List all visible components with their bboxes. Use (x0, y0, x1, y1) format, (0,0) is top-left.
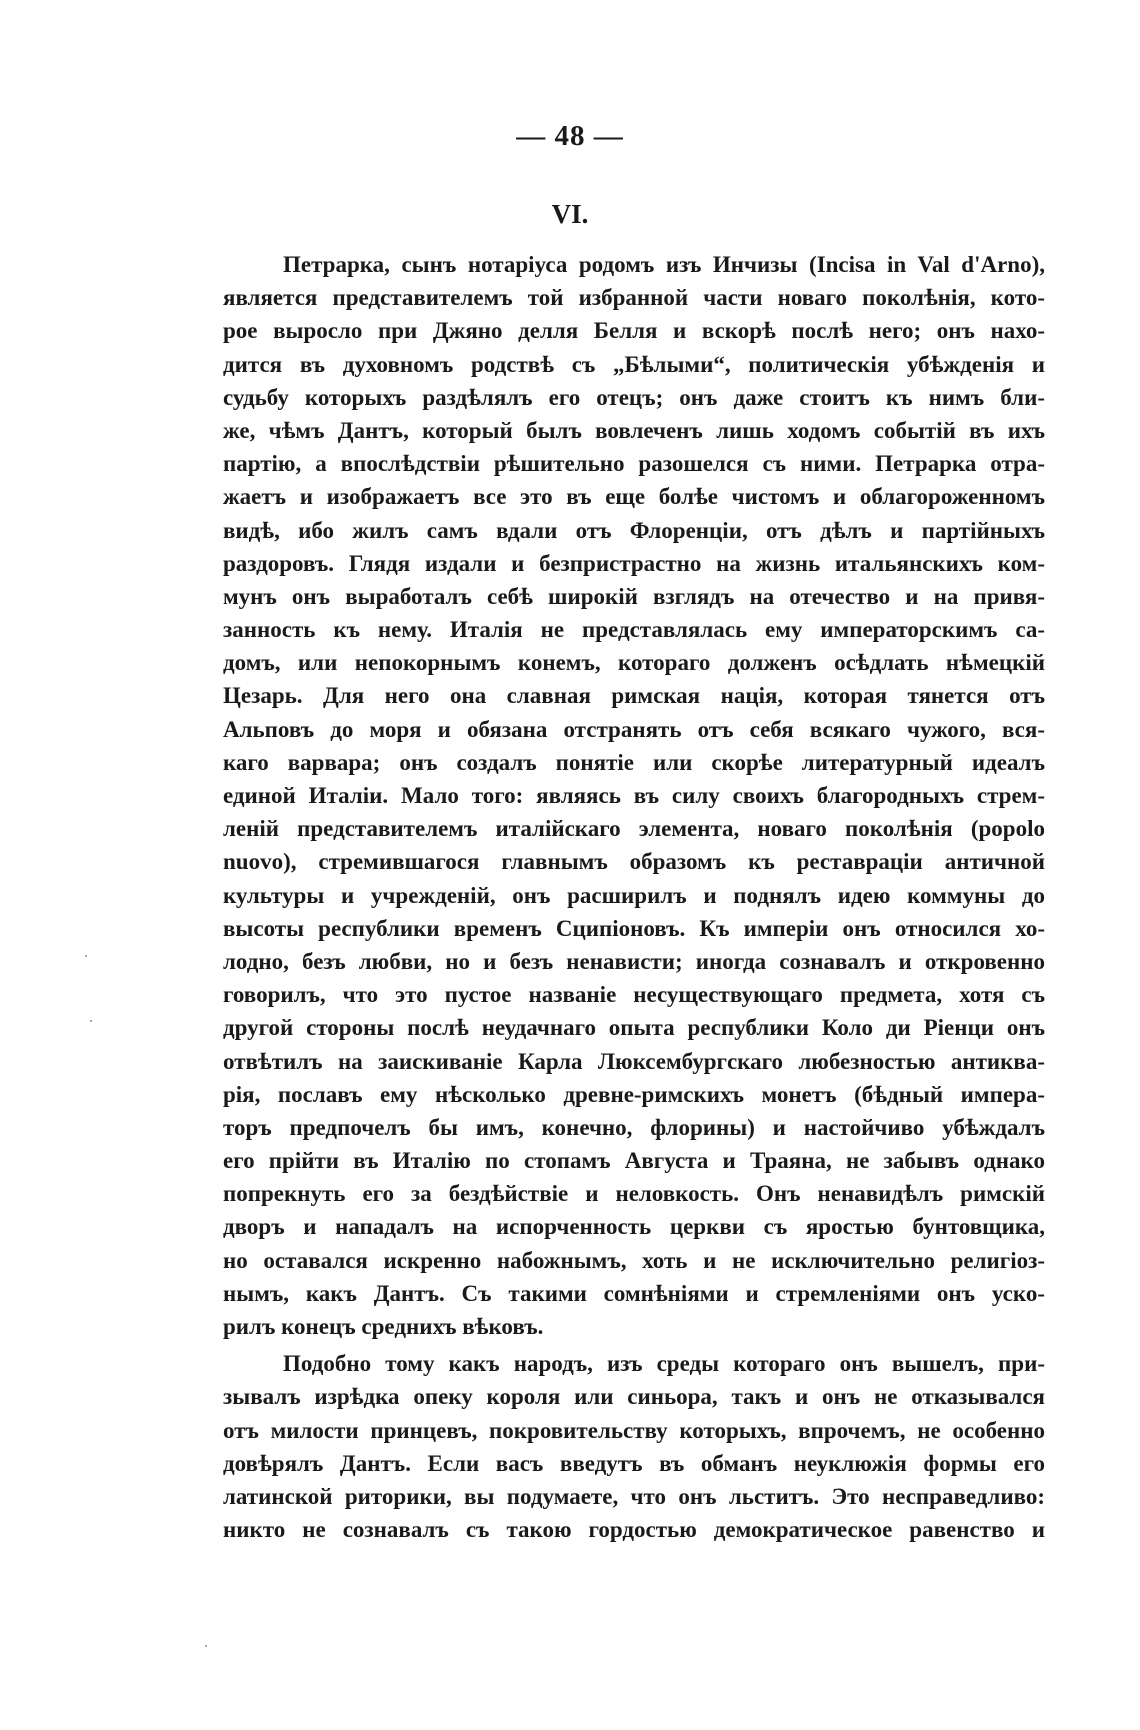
text-line: рилъ конецъ среднихъ вѣковъ. (223, 1314, 544, 1339)
text-line: рія, пославъ ему нѣсколько древне-римскихъ монетъ (бѣдный импера- (223, 1081, 1045, 1107)
text-line: его прійти въ Италію по стопамъ Августа и Траяна, не забывъ однако (223, 1148, 1045, 1174)
text-line: латинской риторики, вы подумаете, что онъ льститъ. Это несправедливо: (223, 1483, 1045, 1509)
text-line: нымъ, какъ Дантъ. Съ такими сомнѣніями и стремленіями онъ уско- (223, 1280, 1045, 1306)
text-line: nuovo), стремившагося главнымъ образомъ къ реставраціи античной (223, 849, 1045, 875)
text-line: леній представителемъ италійскаго элемента, новаго поколѣнія (popolo (223, 816, 1045, 842)
text-line: лодно, безъ любви, но и безъ ненависти; иногда сознавалъ и откровенно (223, 948, 1045, 974)
text-line: единой Италіи. Мало того: являясь въ силу своихъ благородныхъ стрем- (223, 783, 1045, 808)
text-line: культуры и учрежденій, онъ расширилъ и поднялъ идею коммуны до (223, 882, 1045, 908)
text-line: мунъ онъ выработалъ себѣ широкій взглядъ на отечество и на привя- (223, 583, 1045, 609)
text-line: домъ, или непокорнымъ конемъ, котораго долженъ осѣдлать нѣмецкій (223, 650, 1045, 676)
text-line: никто не сознавалъ съ такою гордостью демократическое равенство и (223, 1517, 1045, 1543)
text-line: попрекнуть его за бездѣйствіе и неловкость. Онъ ненавидѣлъ римскій (223, 1181, 1045, 1207)
text-line: довѣрялъ Дантъ. Если васъ введутъ въ обманъ неуклюжія формы его (223, 1450, 1045, 1476)
text-line: Цезарь. Для него она славная римская нація, которая тянется отъ (223, 683, 1045, 709)
text-line: является представителемъ той избранной части новаго поколѣнія, кото- (223, 285, 1045, 311)
text-line: Альповъ до моря и обязана отстранять отъ себя всякаго чужого, вся- (223, 716, 1045, 742)
paragraph-2 (223, 1347, 1045, 1546)
text-line: отвѣтилъ на заискиваніе Карла Люксембургскаго любезностью антиква- (223, 1048, 1045, 1074)
scan-speck (205, 1645, 207, 1647)
text-line: жаетъ и изображаетъ все это въ еще болѣе чистомъ и облагороженномъ (223, 484, 1045, 510)
text-line: дворъ и нападалъ на испорченность церкви съ яростью бунтовщика, (223, 1214, 1045, 1240)
paragraph-1 (223, 248, 1045, 1343)
text-line: дится въ духовномъ родствѣ съ „Бѣлыми“, политическія убѣжденія и (223, 351, 1045, 377)
page-number: — 48 — (516, 120, 624, 152)
text-line: Подобно тому какъ народъ, изъ среды котораго онъ вышелъ, при- (283, 1351, 1045, 1377)
text-line: торъ предпочелъ бы имъ, конечно, флорины) и настойчиво убѣждалъ (223, 1114, 1045, 1140)
text-line: каго варвара; онъ создалъ понятіе или скорѣе литературный идеалъ (223, 749, 1045, 775)
scan-speck (85, 955, 87, 957)
body-text (223, 248, 1045, 1546)
text-line: зывалъ изрѣдка опеку короля или синьора, такъ и онъ не отказывался (223, 1384, 1045, 1410)
chapter-heading: VI. (551, 199, 589, 229)
text-line: другой стороны послѣ неудачнаго опыта республики Коло ди Ріенци онъ (223, 1015, 1045, 1041)
text-line: же, чѣмъ Дантъ, который былъ вовлеченъ лишь ходомъ событій въ ихъ (223, 417, 1045, 443)
text-line: но оставался искренно набожнымъ, хоть и не исключительно религіоз- (223, 1247, 1045, 1273)
text-line: высоты республики временъ Сципіоновъ. Къ имперіи онъ относился хо- (223, 915, 1045, 941)
text-line: Петрарка, сынъ нотаріуса родомъ изъ Инчизы (Incisa in Val d'Arno), (283, 252, 1045, 277)
scan-speck (90, 1020, 92, 1022)
text-line: партію, а впослѣдствіи рѣшительно разошелся съ ними. Петрарка отра- (223, 451, 1045, 477)
text-line: рое выросло при Джяно делля Белля и вскорѣ послѣ него; онъ нахо- (223, 318, 1045, 344)
text-line: занность къ нему. Италія не представлялась ему императорскимъ са- (223, 617, 1045, 643)
text-line: раздоровъ. Глядя издали и безпристрастно на жизнь итальянскихъ ком- (223, 550, 1045, 576)
text-line: видѣ, ибо жилъ самъ вдали отъ Флоренціи, отъ дѣлъ и партійныхъ (223, 517, 1045, 543)
text-line: отъ милости принцевъ, покровительству которыхъ, впрочемъ, не особенно (223, 1417, 1045, 1443)
text-line: говорилъ, что это пустое названіе несуществующаго предмета, хотя съ (223, 982, 1045, 1008)
text-line: судьбу которыхъ раздѣлялъ его отецъ; онъ даже стоитъ къ нимъ бли- (223, 384, 1045, 410)
